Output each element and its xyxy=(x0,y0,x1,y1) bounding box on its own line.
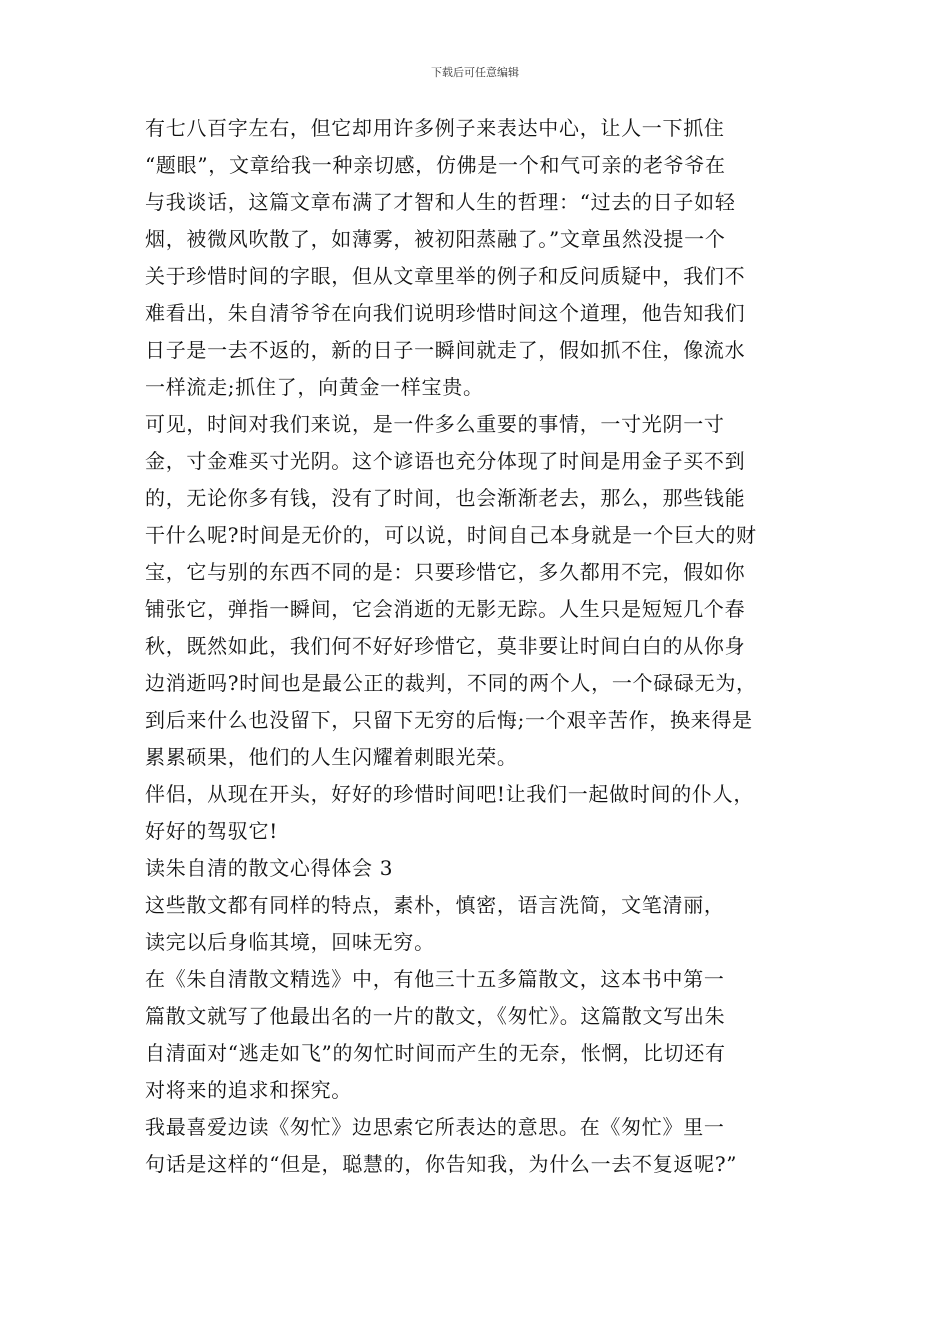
text-line: 自清面对“逃走如飞”的匆忙时间而产生的无奈，怅惘，比切还有 xyxy=(145,1041,726,1065)
text-line: 伴侣，从现在开头，好好的珍惜时间吧!让我们一起做时间的仆人， xyxy=(145,782,755,806)
text-line: 难看出，朱自清爷爷在向我们说明珍惜时间这个道理，他告知我们 xyxy=(145,301,746,325)
text-line: 可见，时间对我们来说，是一件多么重要的事情，一寸光阴一寸 xyxy=(145,412,725,436)
text-line: 篇散文就写了他最出名的一片的散文，《匆忙》。这篇散文写出朱 xyxy=(145,1004,726,1028)
text-line: 这些散文都有同样的特点，素朴，慎密，语言洗简，文笔清丽， xyxy=(145,893,725,917)
text-line: 在《朱自清散文精选》中，有他三十五多篇散文，这本书中第一 xyxy=(145,967,725,991)
text-line: “题眼”，文章给我一种亲切感，仿佛是一个和气可亲的老爷爷在 xyxy=(145,153,726,177)
text-line: 有七八百字左右，但它却用许多例子来表达中心，让人一下抓住 xyxy=(145,116,725,140)
text-line: 关于珍惜时间的字眼，但从文章里举的例子和反问质疑中，我们不 xyxy=(145,264,746,288)
document-body xyxy=(145,110,825,1183)
text-line: 句话是这样的“但是，聪慧的，你告知我，为什么一去不复返呢?” xyxy=(145,1152,738,1176)
page-header: 下载后可任意编辑 xyxy=(431,66,519,79)
text-line: 累累硕果，他们的人生闪耀着刺眼光荣。 xyxy=(145,745,518,769)
text-line: 到后来什么也没留下，只留下无穷的后悔;一个艰辛苦作，换来得是 xyxy=(145,708,753,732)
text-line: 边消逝吗?时间也是最公正的裁判，不同的两个人，一个碌碌无为， xyxy=(145,671,757,695)
text-line: 金，寸金难买寸光阴。这个谚语也充分体现了时间是用金子买不到 xyxy=(145,449,746,473)
text-line: 干什么呢?时间是无价的，可以说，时间自己本身就是一个巨大的财 xyxy=(145,523,757,547)
text-line: 秋，既然如此，我们何不好好珍惜它，莫非要让时间白白的从你身 xyxy=(145,634,746,658)
text-line: 的，无论你多有钱，没有了时间，也会渐渐老去，那么，那些钱能 xyxy=(145,486,746,510)
text-line: 对将来的追求和探究。 xyxy=(145,1078,352,1102)
text-line: 读朱自清的散文心得体会 3 xyxy=(145,856,394,880)
text-line: 我最喜爱边读《匆忙》边思索它所表达的意思。在《匆忙》里一 xyxy=(145,1115,725,1139)
text-line: 读完以后身临其境，回味无穷。 xyxy=(145,930,435,954)
text-line: 宝，它与别的东西不同的是：只要珍惜它，多久都用不完，假如你 xyxy=(145,560,746,584)
text-line: 铺张它，弹指一瞬间，它会消逝的无影无踪。人生只是短短几个春 xyxy=(145,597,746,621)
text-line: 烟，被微风吹散了，如薄雾，被初阳蒸融了。”文章虽然没提一个 xyxy=(145,227,726,251)
text-line: 好好的驾驭它! xyxy=(145,819,278,843)
text-line: 一样流走;抓住了，向黄金一样宝贵。 xyxy=(145,375,484,399)
text-line: 与我谈话，这篇文章布满了才智和人生的哲理：“过去的日子如轻 xyxy=(145,190,736,214)
text-line: 日子是一去不返的，新的日子一瞬间就走了，假如抓不住，像流水 xyxy=(145,338,746,362)
